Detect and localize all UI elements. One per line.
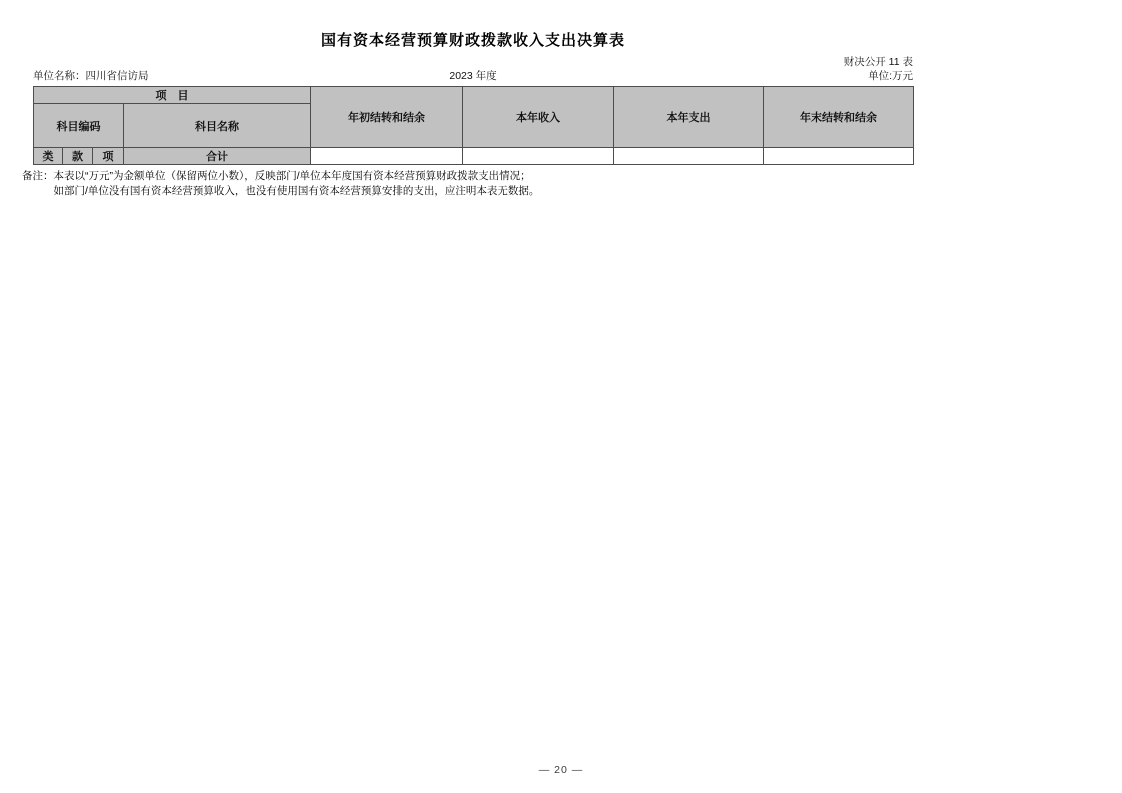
header-current-expenditure: 本年支出 [614, 87, 764, 148]
header-item: 项 [93, 148, 124, 165]
total-label: 合计 [124, 148, 311, 165]
notes-line-1: 本表以“万元”为金额单位（保留两位小数），反映部门/单位本年度国有资本经营预算财政拨款支出情况； [53, 170, 531, 182]
budget-table [33, 86, 914, 165]
unit-name: 单位名称：四川省信访局 [33, 70, 149, 82]
header-project: 项 目 [34, 87, 311, 104]
header-subject-code: 科目编码 [34, 104, 124, 148]
table-ref-line [33, 56, 913, 69]
table-ref: 财决公开 11 表 [843, 56, 913, 68]
table-header-row-1 [34, 87, 914, 104]
unit-of-measure: 单位:万元 [868, 70, 913, 82]
meta-line [33, 70, 913, 83]
header-closing-balance: 年末结转和结余 [764, 87, 914, 148]
notes-label: 备注： [22, 170, 54, 182]
page-title: 国有资本经营预算财政拨款收入支出决算表 [320, 32, 625, 49]
header-class: 类 [34, 148, 63, 165]
total-closing-balance-cell [764, 148, 914, 165]
header-subject-name: 科目名称 [124, 104, 311, 148]
header-section: 款 [63, 148, 93, 165]
total-opening-balance-cell [311, 148, 463, 165]
notes-block [22, 169, 913, 199]
table-total-row [34, 148, 914, 165]
total-current-income-cell [463, 148, 614, 165]
header-opening-balance: 年初结转和结余 [311, 87, 463, 148]
notes-line-2: 如部门/单位没有国有资本经营预算收入，也没有使用国有资本经营预算安排的支出，应注明本表无数据。 [53, 185, 540, 197]
document-content [22, 0, 913, 199]
total-current-expenditure-cell [614, 148, 764, 165]
page-number: — 20 — [538, 764, 584, 776]
header-current-income: 本年收入 [463, 87, 614, 148]
notes-body [54, 169, 540, 199]
fiscal-year: 2023 年度 [449, 70, 497, 82]
